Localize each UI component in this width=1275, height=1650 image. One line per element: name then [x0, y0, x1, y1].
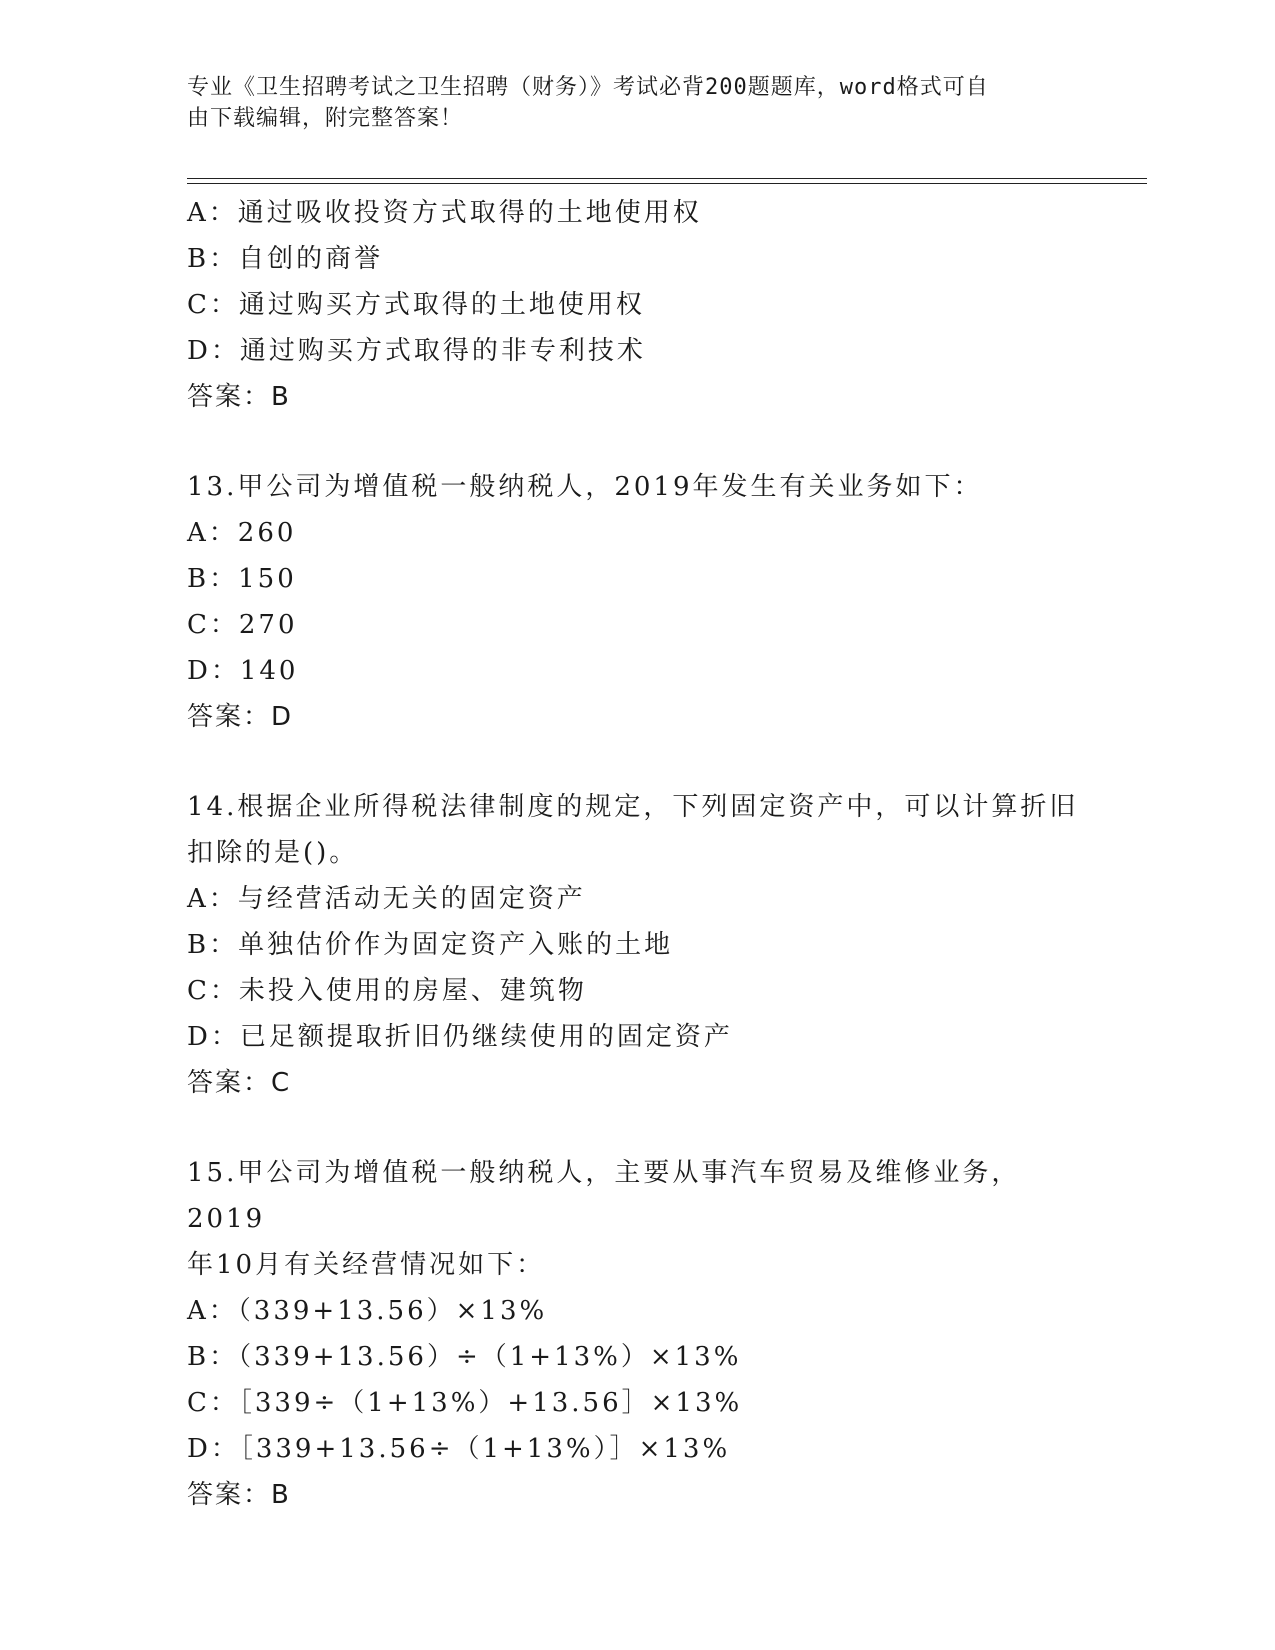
question-13-block: [187, 464, 1087, 740]
header-divider-top: [187, 178, 1147, 179]
option-b: B：单独估价作为固定资产入账的土地: [187, 930, 674, 960]
answer-line: 答案：C: [187, 1068, 292, 1098]
option-a: A：（339+13.56）×13%: [187, 1296, 548, 1326]
question-title-line-2: 年10月有关经营情况如下：: [187, 1250, 546, 1280]
document-header: [187, 72, 1067, 134]
question-title-line-1: 15.甲公司为增值税一般纳税人，主要从事汽车贸易及维修业务，2019: [187, 1158, 1021, 1234]
option-a: A：通过吸收投资方式取得的土地使用权: [187, 198, 702, 228]
header-line-2: 由下载编辑，附完整答案！: [187, 106, 464, 131]
option-c: C：［339÷（1+13%）+13.56］×13%: [187, 1388, 743, 1418]
header-line-1: 专业《卫生招聘考试之卫生招聘（财务）》考试必背200题题库，word格式可自: [187, 75, 989, 100]
option-c: C：未投入使用的房屋、建筑物: [187, 976, 587, 1006]
answer-line: 答案：D: [187, 702, 294, 732]
document-body: [187, 190, 1087, 1518]
option-b: B：150: [187, 564, 297, 594]
option-d: D：［339+13.56÷（1+13%）］×13%: [187, 1434, 731, 1464]
option-b: B：（339+13.56）÷（1+13%）×13%: [187, 1342, 742, 1372]
question-title-line-2: 扣除的是()。: [187, 838, 359, 868]
spacer: [187, 1106, 1087, 1150]
answer-line: 答案：B: [187, 1480, 291, 1510]
option-d: D：140: [187, 656, 299, 686]
option-b: B：自创的商誉: [187, 244, 384, 274]
question-15-block: [187, 1150, 1087, 1518]
spacer: [187, 420, 1087, 464]
question-12-block: [187, 190, 1087, 420]
option-c: C：270: [187, 610, 298, 640]
answer-line: 答案：B: [187, 382, 291, 412]
option-d: D：通过购买方式取得的非专利技术: [187, 336, 646, 366]
header-divider-bottom: [187, 183, 1147, 184]
option-d: D：已足额提取折旧仍继续使用的固定资产: [187, 1022, 733, 1052]
option-c: C：通过购买方式取得的土地使用权: [187, 290, 645, 320]
option-a: A：与经营活动无关的固定资产: [187, 884, 586, 914]
question-title-line-1: 14.根据企业所得税法律制度的规定，下列固定资产中，可以计算折旧: [187, 792, 1079, 822]
question-14-block: [187, 784, 1087, 1106]
option-a: A：260: [187, 518, 297, 548]
spacer: [187, 740, 1087, 784]
question-title: 13.甲公司为增值税一般纳税人，2019年发生有关业务如下：: [187, 472, 983, 502]
